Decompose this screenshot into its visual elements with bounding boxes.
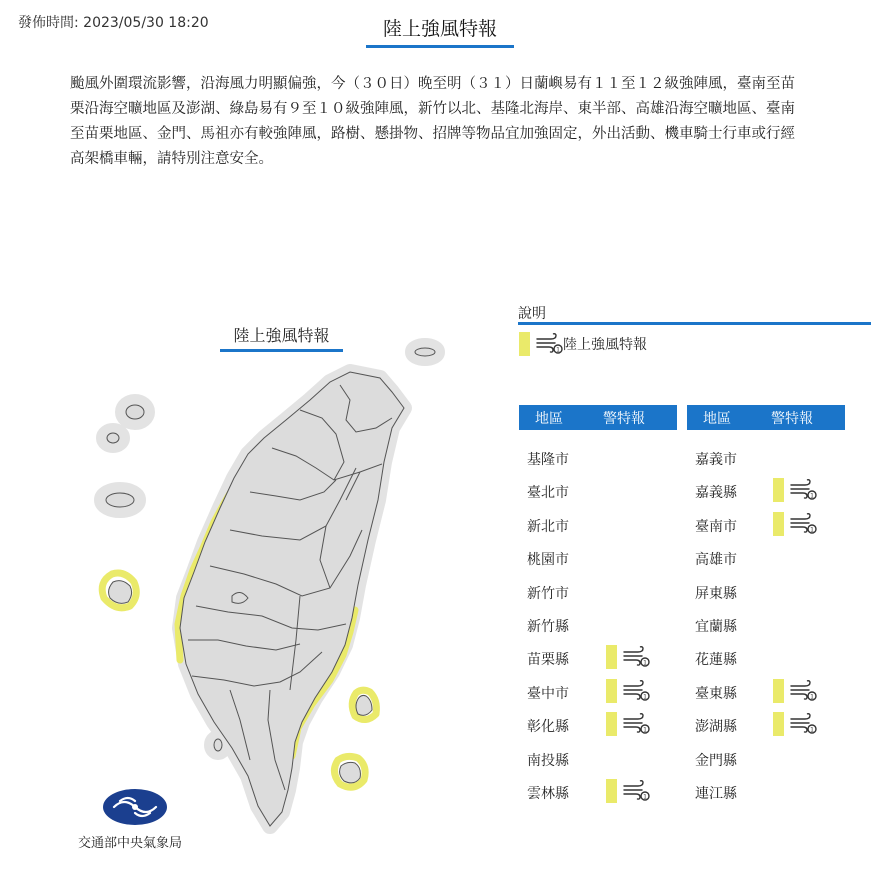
- strong-wind-icon: [622, 646, 650, 668]
- warning-color-swatch: [606, 712, 617, 736]
- page-title: 陸上強風特報: [366, 14, 514, 48]
- strong-wind-icon: [789, 479, 817, 501]
- region-label: 花蓮縣: [695, 652, 737, 669]
- strong-wind-icon: [622, 713, 650, 735]
- legend-divider: [518, 322, 871, 325]
- region-label: 金門縣: [695, 752, 737, 769]
- region-label: 連江縣: [695, 786, 737, 802]
- region-label: 嘉義市: [695, 452, 737, 468]
- strong-wind-warning-indicator: [773, 512, 817, 536]
- warning-color-swatch: [773, 478, 784, 502]
- strong-wind-warning-indicator: [773, 679, 817, 703]
- region-label: 基隆市: [527, 452, 569, 468]
- region-label: 新竹市: [527, 585, 569, 602]
- svg-text:1: 1: [643, 726, 647, 734]
- issued-time: 發佈時間: 2023/05/30 18:20: [18, 15, 209, 31]
- svg-text:1: 1: [810, 693, 814, 701]
- strong-wind-warning-indicator: [606, 712, 650, 736]
- svg-text:1: 1: [556, 346, 560, 354]
- svg-text:1: 1: [643, 693, 647, 701]
- region-label: 臺北市: [527, 485, 569, 502]
- svg-text:1: 1: [810, 492, 814, 500]
- region-label: 澎湖縣: [695, 719, 737, 736]
- region-label: 彰化縣: [527, 719, 569, 736]
- region-label: 高雄市: [695, 552, 737, 569]
- svg-text:1: 1: [643, 659, 647, 667]
- warning-color-swatch: [606, 679, 617, 703]
- region-label: 新竹縣: [527, 619, 569, 635]
- region-label: 宜蘭縣: [695, 619, 737, 635]
- svg-text:1: 1: [810, 526, 814, 534]
- table-header-region: 地區: [703, 410, 731, 427]
- table-header-right: [687, 405, 845, 430]
- region-label: 臺南市: [695, 518, 737, 535]
- svg-text:1: 1: [810, 726, 814, 734]
- svg-text:1: 1: [643, 793, 647, 801]
- warning-color-swatch: [773, 712, 784, 736]
- strong-wind-warning-indicator: [606, 645, 650, 669]
- map-title: 陸上強風特報: [220, 323, 343, 352]
- warning-color-swatch: [773, 512, 784, 536]
- strong-wind-warning-indicator: [773, 712, 817, 736]
- strong-wind-icon: [535, 333, 563, 355]
- region-label: 臺中市: [527, 685, 569, 702]
- warning-color-swatch: [606, 645, 617, 669]
- region-label: 臺東縣: [695, 685, 737, 702]
- legend-color-swatch: [519, 332, 530, 356]
- strong-wind-warning-indicator: [773, 478, 817, 502]
- legend-item: [519, 332, 647, 356]
- cwb-logo: [102, 788, 168, 826]
- legend-item-label: 陸上強風特報: [563, 337, 647, 353]
- warning-color-swatch: [606, 779, 617, 803]
- region-label: 嘉義縣: [695, 485, 737, 502]
- warning-color-swatch: [773, 679, 784, 703]
- region-label: 南投縣: [527, 752, 569, 769]
- strong-wind-icon: [789, 680, 817, 702]
- table-header-left: [519, 405, 677, 430]
- strong-wind-warning-indicator: [606, 779, 650, 803]
- region-label: 苗栗縣: [527, 652, 569, 669]
- warning-description: 颱風外圍環流影響，沿海風力明顯偏強，今（３０日）晚至明（３１）日蘭嶼易有１１至１２級強陣風，臺南至苗栗沿海空曠地區及澎湖、綠島易有９至１０級強陣風，新竹以北、基隆北海岸、東半部、高雄沿海空曠地區、臺南至苗栗地區、金門、馬祖亦有較強陣風，路樹、懸掛物、招牌等物品宜加強固定，外出活動、機車騎士行車或行經高架橋車輛，請特別注意安全。: [70, 76, 795, 167]
- strong-wind-icon: [622, 680, 650, 702]
- agency-name: 交通部中央氣象局: [78, 836, 183, 851]
- legend-title: 說明: [518, 306, 546, 322]
- region-label: 雲林縣: [527, 786, 569, 802]
- table-header-warning: 警特報: [771, 410, 813, 427]
- region-label: 桃園市: [527, 552, 569, 569]
- strong-wind-icon: [622, 780, 650, 802]
- region-label: 新北市: [527, 518, 569, 535]
- strong-wind-icon: [789, 513, 817, 535]
- region-label: 屏東縣: [695, 585, 737, 602]
- strong-wind-warning-indicator: [606, 679, 650, 703]
- table-header-warning: 警特報: [603, 410, 645, 427]
- table-header-region: 地區: [535, 410, 563, 427]
- strong-wind-icon: [789, 713, 817, 735]
